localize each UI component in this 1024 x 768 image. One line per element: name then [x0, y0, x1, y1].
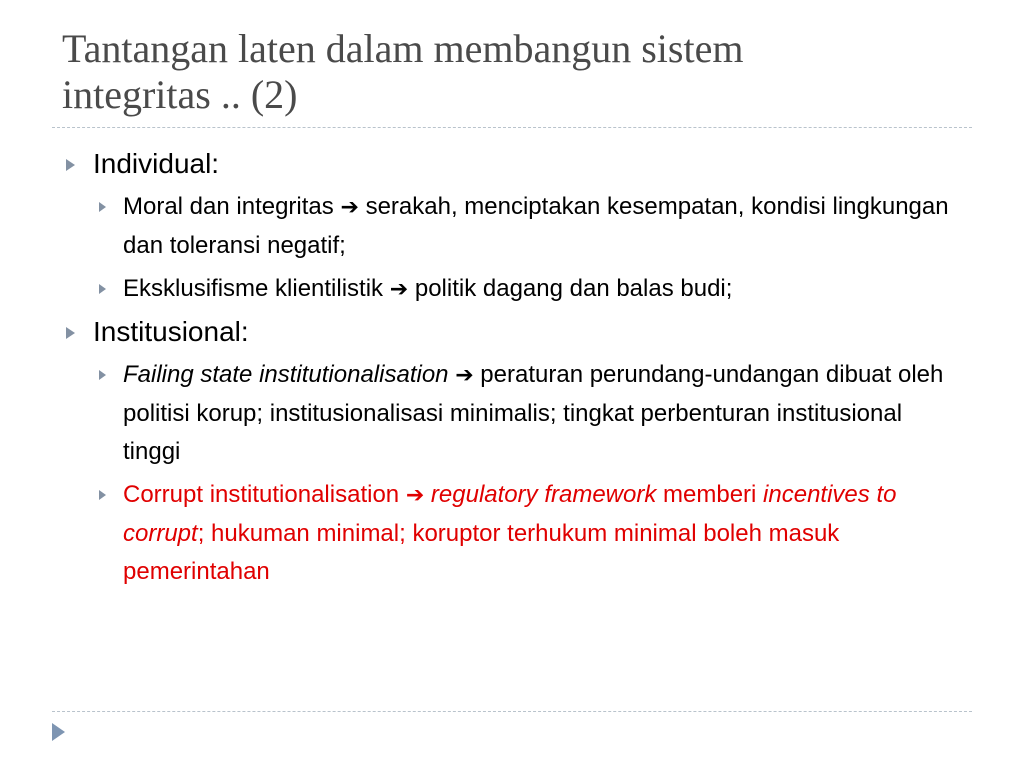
- sub-bullet-corrupt-institutionalisation: [123, 476, 959, 591]
- triangle-bullet-icon: [99, 490, 106, 500]
- slide-title-line1: Tantangan laten dalam membangun sistem: [62, 26, 744, 71]
- bullet-institutional: [60, 314, 970, 350]
- slide-body: [60, 146, 970, 596]
- bullet-individual-heading: Individual:: [93, 148, 220, 179]
- sub-bullet-moral: [123, 188, 959, 265]
- sub-bullet-eksklusifisme: [123, 270, 959, 309]
- slide-title-line2: integritas .. (2): [62, 72, 298, 117]
- regulatory-framework-text: regulatory framework: [430, 481, 657, 508]
- title-divider: [52, 127, 972, 128]
- failing-state-text: Failing state institutionalisation: [123, 361, 449, 388]
- triangle-bullet-icon: [66, 159, 75, 171]
- triangle-bullet-icon: [66, 327, 75, 339]
- incentives-text: incentives to corrupt: [123, 481, 897, 547]
- eksklusifisme-text: Eksklusifisme klientilistik: [123, 275, 384, 302]
- memberi-text: memberi: [663, 481, 757, 508]
- eksklusifisme-result-text: politik dagang dan balas budi;: [414, 275, 733, 302]
- triangle-bullet-icon: [99, 370, 106, 380]
- sub-bullet-failing-state: [123, 356, 959, 471]
- bullet-institutional-heading: Institusional:: [93, 316, 249, 347]
- corrupt-text: Corrupt institutionalisation: [123, 481, 400, 508]
- bullet-individual: [60, 146, 970, 182]
- moral-result-text: serakah, menciptakan kesempatan, kondisi lingkungan dan toleransi negatif;: [123, 193, 949, 259]
- slide-title: [62, 26, 992, 118]
- arrow-right-icon: ➔: [455, 363, 474, 388]
- moral-text: Moral dan integritas: [123, 193, 334, 220]
- arrow-right-icon: ➔: [340, 195, 359, 220]
- arrow-right-icon: ➔: [389, 277, 409, 302]
- corrupt-result-text: ; hukuman minimal; koruptor terhukum minimal boleh masuk pemerintahan: [123, 520, 840, 585]
- triangle-bullet-icon: [99, 202, 106, 212]
- footer-divider: [52, 711, 972, 712]
- failing-state-result-text: peraturan perundang-undangan dibuat oleh politisi korup; institusionalisasi minimalis; tingkat perbenturan institusional tinggi: [123, 361, 944, 465]
- arrow-right-icon: ➔: [405, 483, 425, 508]
- triangle-bullet-icon: [99, 284, 106, 294]
- play-icon[interactable]: [52, 723, 65, 741]
